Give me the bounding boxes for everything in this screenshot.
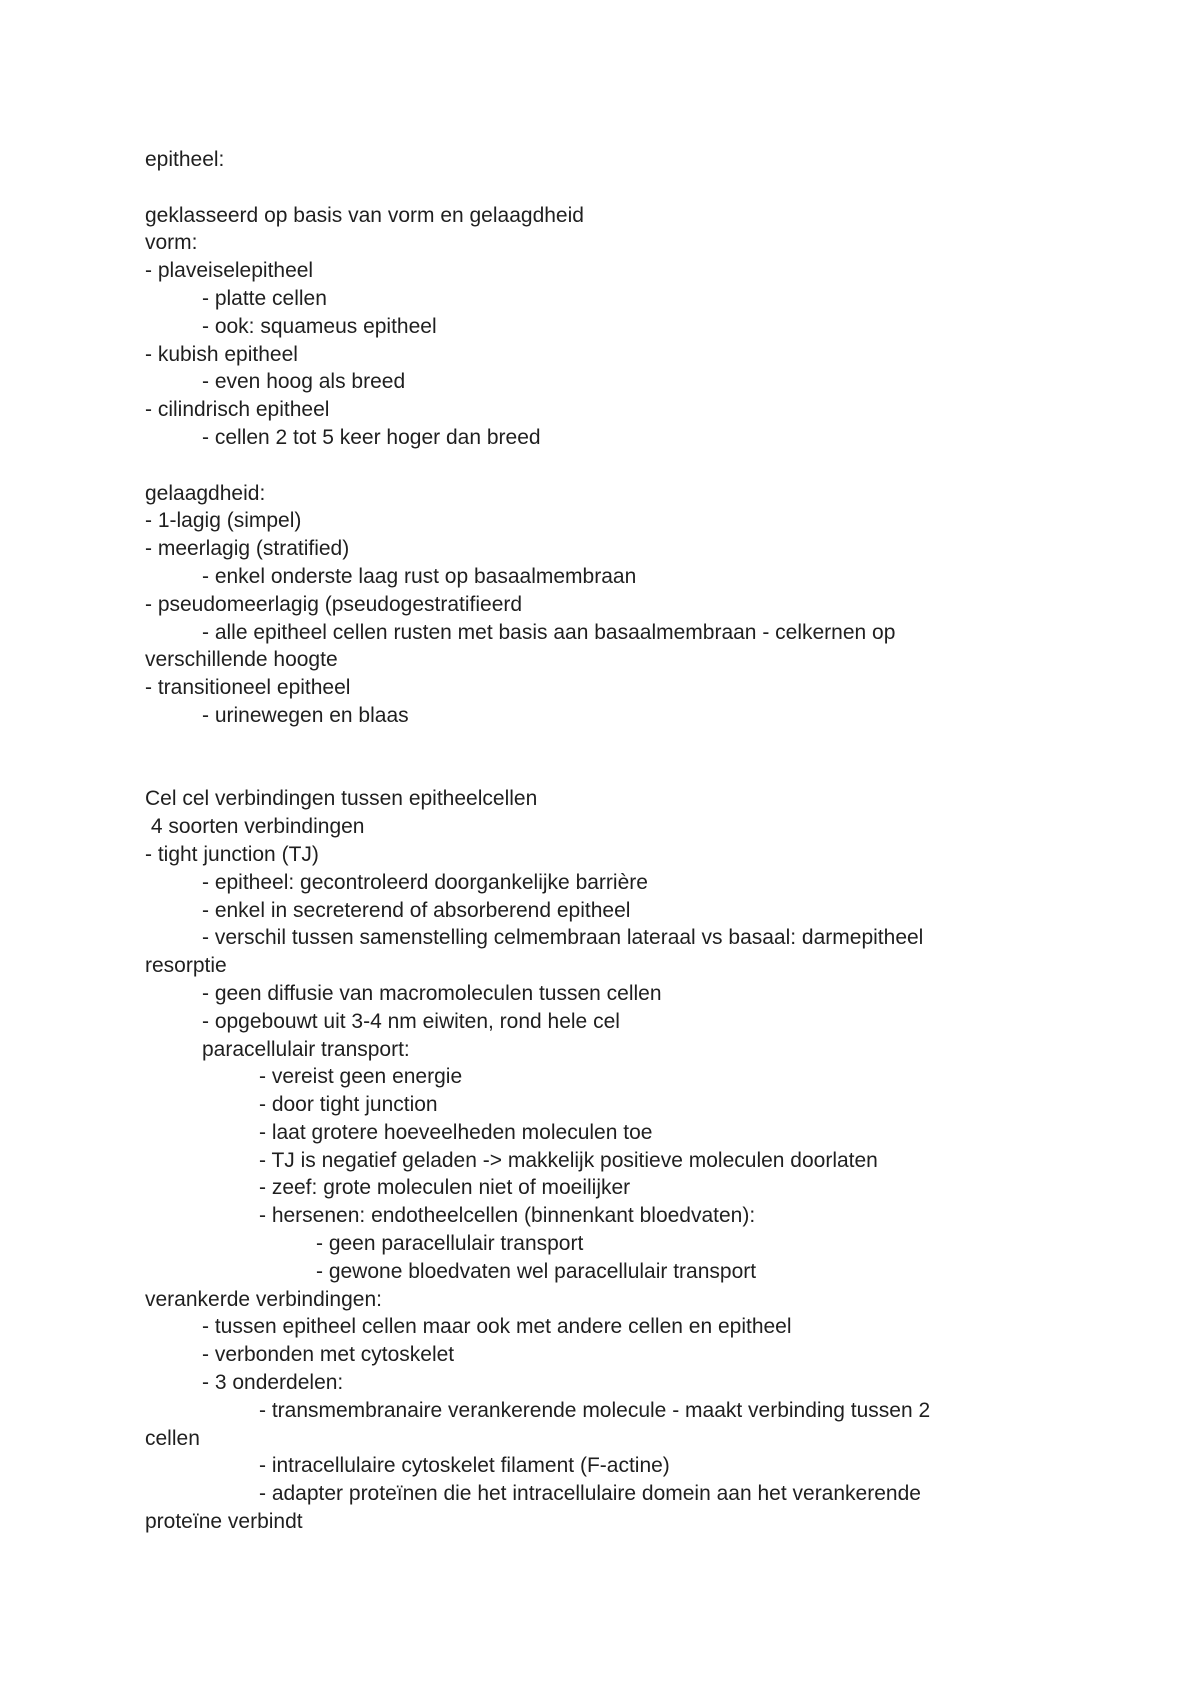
text-line: resorptie	[145, 954, 227, 978]
text-line: - transitioneel epitheel	[145, 676, 351, 700]
blank-line	[145, 758, 1055, 786]
text-line: - even hoog als breed	[202, 370, 406, 394]
text-line: verankerde verbindingen:	[145, 1287, 382, 1311]
text-line: - platte cellen	[202, 286, 327, 310]
blank-line	[145, 730, 1055, 758]
text-line: - vereist geen energie	[259, 1065, 463, 1089]
text-line: - geen diffusie van macromoleculen tussen cellen	[202, 981, 662, 1005]
text-line: - pseudomeerlagig (pseudogestratifieerd	[145, 592, 523, 616]
text-line: - plaveiselepitheel	[145, 259, 314, 283]
text-line: gelaagdheid:	[145, 481, 266, 505]
text-line: vorm:	[145, 231, 198, 255]
text-line: - hersenen: endotheelcellen (binnenkant bloedvaten):	[259, 1204, 756, 1228]
text-line: - opgebouwt uit 3-4 nm eiwiten, rond hele cel	[202, 1009, 620, 1033]
text-line: - 3 onderdelen:	[202, 1371, 344, 1395]
blank-line	[145, 174, 1055, 202]
text-line: - door tight junction	[259, 1093, 438, 1117]
text-line: epitheel:	[145, 148, 225, 171]
text-line: - cellen 2 tot 5 keer hoger dan breed	[202, 425, 541, 449]
text-line: Cel cel verbindingen tussen epitheelcellen	[145, 787, 538, 811]
text-line: proteïne verbindt	[145, 1510, 303, 1534]
text-line: - transmembranaire verankerende molecule - maakt verbinding tussen 2	[259, 1398, 931, 1422]
document-page	[145, 146, 1055, 1536]
text-line: - enkel onderste laag rust op basaalmembraan	[202, 564, 637, 588]
text-line: - adapter proteïnen die het intracellulaire domein aan het verankerende	[259, 1482, 921, 1506]
text-line: - enkel in secreterend of absorberend epitheel	[202, 898, 631, 922]
text-line: paracellulair transport:	[202, 1037, 410, 1061]
text-line: - ook: squameus epitheel	[202, 314, 437, 338]
text-line: - kubish epitheel	[145, 342, 298, 366]
text-line: - verschil tussen samenstelling celmembraan lateraal vs basaal: darmepitheel	[202, 926, 924, 950]
text-line: - meerlagig (stratified)	[145, 537, 350, 561]
text-line: cellen	[145, 1426, 200, 1450]
blank-line	[145, 452, 1055, 480]
text-line: - tussen epitheel cellen maar ook met andere cellen en epitheel	[202, 1315, 792, 1339]
text-line: - gewone bloedvaten wel paracellulair transport	[316, 1259, 757, 1283]
text-line: - alle epitheel cellen rusten met basis aan basaalmembraan - celkernen op	[202, 620, 896, 644]
text-line: 4 soorten verbindingen	[145, 815, 365, 839]
text-line: - tight junction (TJ)	[145, 842, 319, 866]
text-line: geklasseerd op basis van vorm en gelaagdheid	[145, 203, 584, 227]
text-line: - geen paracellulair transport	[316, 1232, 584, 1256]
text-line: - urinewegen en blaas	[202, 703, 409, 727]
text-line: - intracellulaire cytoskelet filament (F-actine)	[259, 1454, 670, 1478]
text-line: - verbonden met cytoskelet	[202, 1343, 455, 1367]
text-line: - cilindrisch epitheel	[145, 398, 330, 422]
text-line: - zeef: grote moleculen niet of moeilijker	[259, 1176, 631, 1200]
text-line: verschillende hoogte	[145, 648, 338, 672]
text-line: - laat grotere hoeveelheden moleculen toe	[259, 1120, 653, 1144]
text-line: - epitheel: gecontroleerd doorgankelijke barrière	[202, 870, 648, 894]
text-line: - 1-lagig (simpel)	[145, 509, 302, 533]
text-line: - TJ is negatief geladen -> makkelijk positieve moleculen doorlaten	[259, 1148, 878, 1172]
